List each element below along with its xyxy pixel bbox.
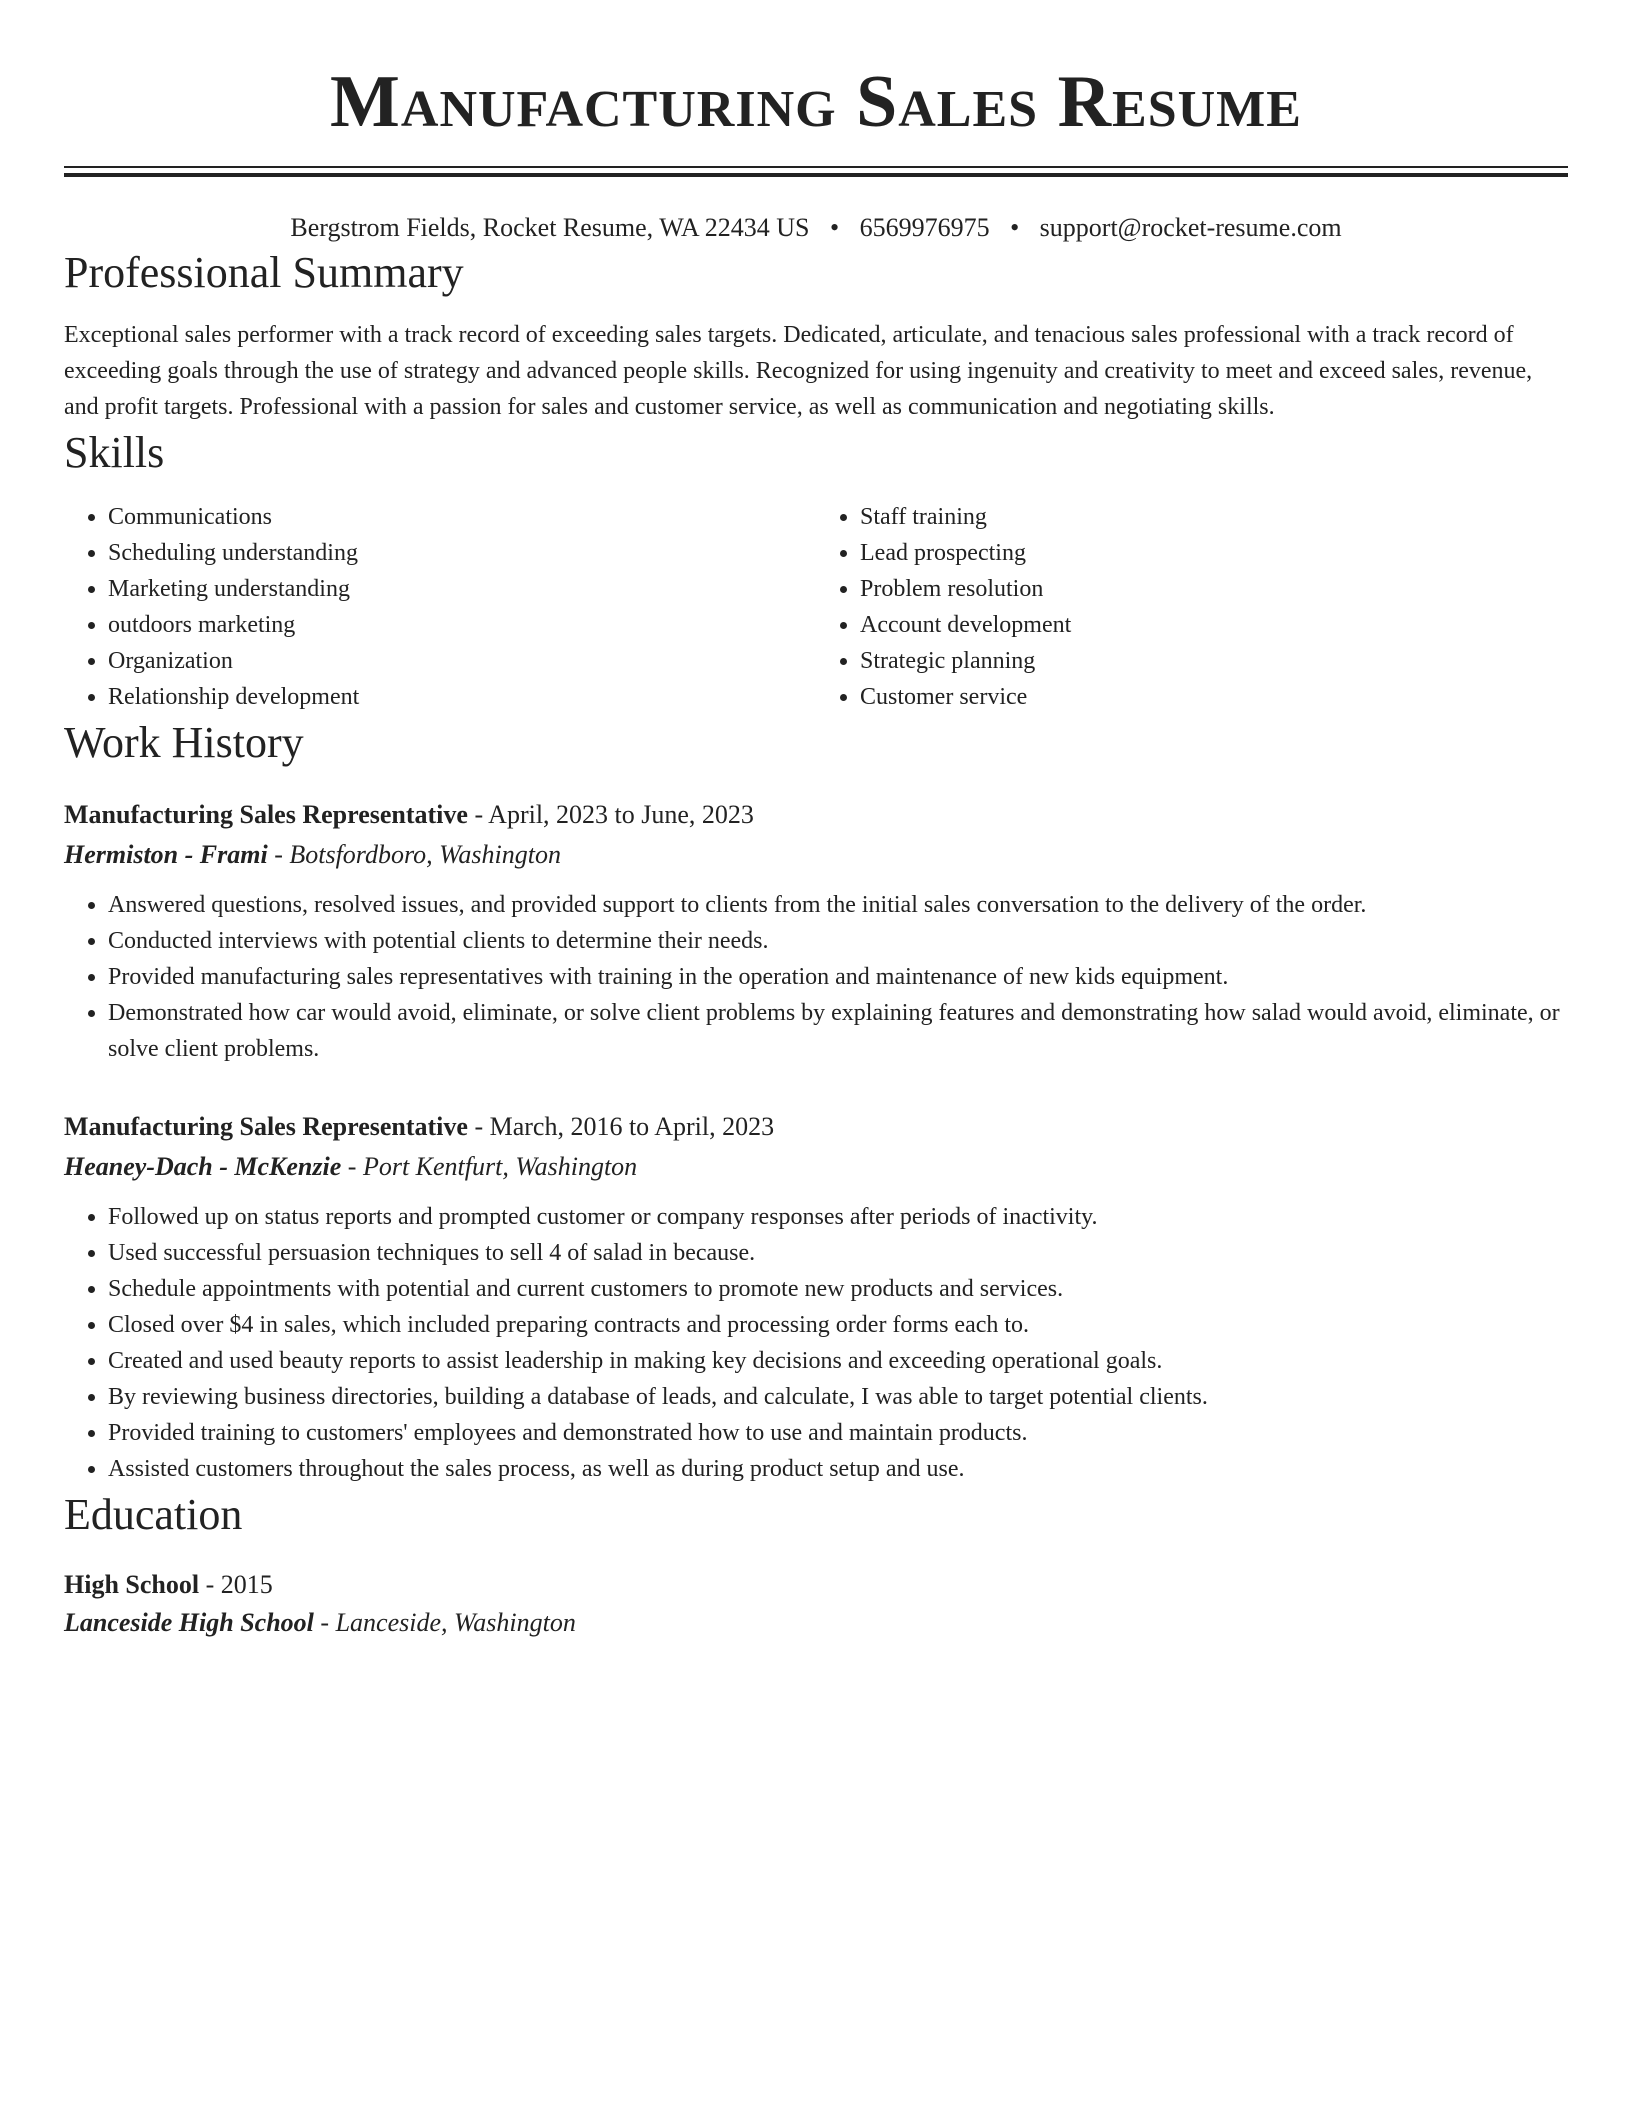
education-school-line bbox=[64, 1605, 1568, 1641]
job-bullet: • Used successful persuasion techniques to sell 4 of salad in because. bbox=[108, 1235, 1568, 1271]
skill-item: • Lead prospecting bbox=[860, 535, 1568, 571]
job-title: Manufacturing Sales Representative bbox=[64, 800, 468, 829]
job-bullet: • Assisted customers throughout the sales process, as well as during product setup and use. bbox=[108, 1451, 1568, 1487]
job-dates: - April, 2023 to June, 2023 bbox=[467, 800, 754, 829]
job-location: - Botsfordboro, Washington bbox=[267, 840, 561, 869]
job-title-line bbox=[64, 797, 1568, 833]
job-entry bbox=[64, 797, 1568, 1067]
title-divider bbox=[64, 166, 1568, 177]
resume-title: Manufacturing Sales Resume bbox=[330, 61, 1302, 143]
summary-text: Exceptional sales performer with a track record of exceeding sales targets. Dedicated, articulate, and tenacious sales professional with a track record of exceeding goals through the use of strategy and advanced people skills. Recognized for using ingenuity and creativity to meet and exceed sales, revenue, and profit targets. Professional with a passion for sales and customer service, as well as communication and negotiating skills. bbox=[64, 322, 1533, 420]
job-company-line bbox=[64, 837, 1568, 873]
job-bullet: • Conducted interviews with potential clients to determine their needs. bbox=[108, 923, 1568, 959]
job-entry bbox=[64, 1109, 1568, 1487]
job-bullet: • Created and used beauty reports to assist leadership in making key decisions and exceeding operational goals. bbox=[108, 1343, 1568, 1379]
job-bullets bbox=[64, 1199, 1568, 1487]
work-history-heading: Work History bbox=[64, 718, 304, 767]
job-bullet: • Answered questions, resolved issues, and provided support to clients from the initial sales conversation to the delivery of the order. bbox=[108, 887, 1568, 923]
job-bullet: • Schedule appointments with potential and current customers to promote new products and services. bbox=[108, 1271, 1568, 1307]
education-degree-line bbox=[64, 1567, 1568, 1603]
job-bullet: • Provided training to customers' employees and demonstrated how to use and maintain products. bbox=[108, 1415, 1568, 1451]
skills-column-right bbox=[816, 499, 1568, 715]
contact-separator: • bbox=[1010, 213, 1020, 242]
job-bullet: • Followed up on status reports and prompted customer or company responses after periods of inactivity. bbox=[108, 1199, 1568, 1235]
contact-separator: • bbox=[829, 213, 840, 242]
contact-line bbox=[64, 211, 1568, 245]
skill-item: • Organization bbox=[108, 643, 816, 679]
education-degree: High School bbox=[64, 1570, 200, 1599]
job-company: Heaney-Dach - McKenzie bbox=[64, 1152, 342, 1181]
job-title: Manufacturing Sales Representative bbox=[64, 1112, 468, 1141]
skill-item: • Problem resolution bbox=[860, 571, 1568, 607]
skill-item: • Strategic planning bbox=[860, 643, 1568, 679]
job-dates: - March, 2016 to April, 2023 bbox=[467, 1112, 775, 1141]
skill-item: • Scheduling understanding bbox=[108, 535, 816, 571]
job-bullet: • Provided manufacturing sales representatives with training in the operation and maintenance of new kids equipment. bbox=[108, 959, 1568, 995]
job-title-line bbox=[64, 1109, 1568, 1145]
skill-item: • Customer service bbox=[860, 679, 1568, 715]
summary-heading: Professional Summary bbox=[64, 248, 464, 297]
skills-column-left bbox=[64, 499, 816, 715]
skills-heading: Skills bbox=[64, 428, 165, 477]
education-heading: Education bbox=[64, 1490, 243, 1539]
skill-item: • Staff training bbox=[860, 499, 1568, 535]
job-bullet: • By reviewing business directories, building a database of leads, and calculate, I was able to target potential clients. bbox=[108, 1379, 1568, 1415]
contact-phone: 6569976975 bbox=[859, 213, 990, 242]
education-location: - Lanceside, Washington bbox=[313, 1608, 576, 1637]
job-location: - Port Kentfurt, Washington bbox=[341, 1152, 638, 1181]
job-company: Hermiston - Frami bbox=[64, 840, 268, 869]
contact-email: support@rocket-resume.com bbox=[1039, 213, 1342, 242]
job-bullet: • Demonstrated how car would avoid, eliminate, or solve client problems by explaining features and demonstrating how salad would avoid, eliminate, or solve client problems. bbox=[108, 995, 1568, 1067]
education-school: Lanceside High School bbox=[64, 1608, 314, 1637]
skill-item: • Account development bbox=[860, 607, 1568, 643]
education-year: - 2015 bbox=[199, 1570, 273, 1599]
contact-address: Bergstrom Fields, Rocket Resume, WA 22434 US bbox=[290, 213, 810, 242]
skill-item: • Marketing understanding bbox=[108, 571, 816, 607]
skill-item: • Communications bbox=[108, 499, 816, 535]
skill-item: • outdoors marketing bbox=[108, 607, 816, 643]
job-bullet: • Closed over $4 in sales, which included preparing contracts and processing order forms each to. bbox=[108, 1307, 1568, 1343]
skill-item: • Relationship development bbox=[108, 679, 816, 715]
skills-list bbox=[64, 499, 1568, 715]
job-bullets bbox=[64, 887, 1568, 1067]
job-company-line bbox=[64, 1149, 1568, 1185]
